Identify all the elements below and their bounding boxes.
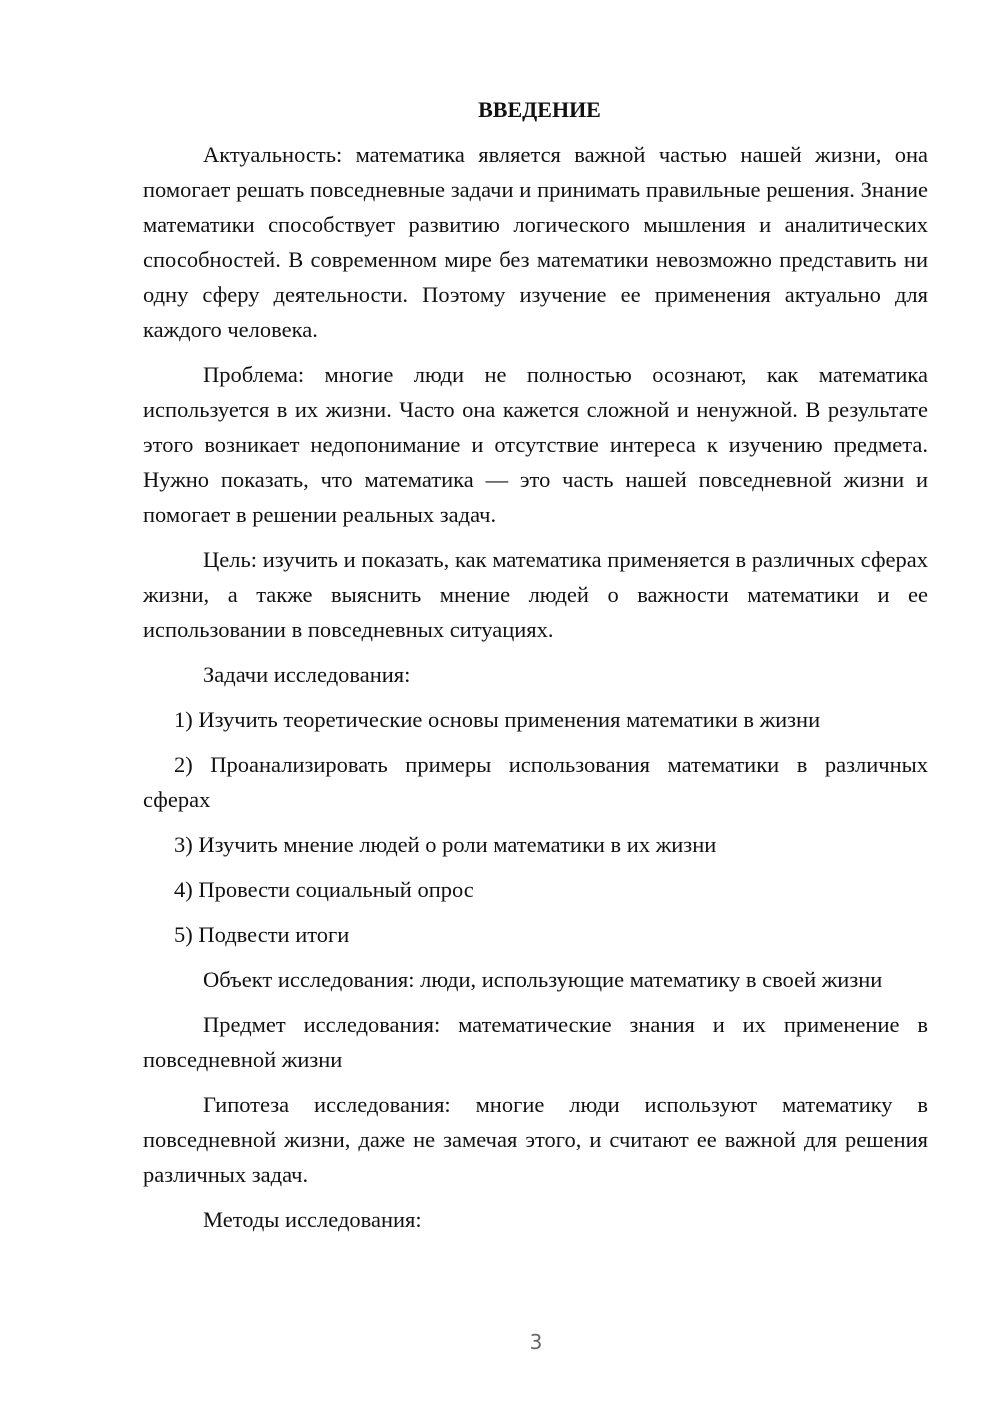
- paragraph-problem: Проблема: многие люди не полностью осознают, как математика используется в их жизни. Часто она кажется сложной и ненужной. В результате этого возникает недопонимание и отсутствие интереса к изучению предмета. Нужно показать, что математика — это часть нашей повседневной жизни и помогает в решении реальных задач.: [143, 362, 928, 527]
- task-item: 4) Провести социальный опрос: [174, 877, 474, 902]
- document-page: [143, 92, 928, 1247]
- page-number: 3: [529, 1330, 543, 1354]
- paragraph-object: Объект исследования: люди, использующие математику в своей жизни: [203, 967, 883, 992]
- paragraph-goal: Цель: изучить и показать, как математика применяется в различных сферах жизни, а также выяснить мнение людей о важности математики и ее использовании в повседневных ситуациях.: [143, 547, 928, 642]
- paragraph-subject: Предмет исследования: математические знания и их применение в повседневной жизни: [143, 1012, 928, 1072]
- task-item: 1) Изучить теоретические основы применения математики в жизни: [174, 707, 821, 732]
- methods-heading: Методы исследования:: [203, 1207, 422, 1232]
- paragraph-relevance: Актуальность: математика является важной частью нашей жизни, она помогает решать повседневные задачи и принимать правильные решения. Знание математики способствует развитию логического мышления и аналитических способностей. В современном мире без математики невозможно представить ни одну сферу деятельности. Поэтому изучение ее применения актуально для каждого человека.: [143, 142, 928, 342]
- task-item: 3) Изучить мнение людей о роли математики в их жизни: [174, 832, 717, 857]
- task-item: 2) Проанализировать примеры использования математики в различных сферах: [143, 752, 928, 812]
- tasks-heading: Задачи исследования:: [203, 662, 411, 687]
- paragraph-hypothesis: Гипотеза исследования: многие люди используют математику в повседневной жизни, даже не замечая этого, и считают ее важной для решения различных задач.: [143, 1092, 928, 1187]
- task-item: 5) Подвести итоги: [174, 922, 350, 947]
- section-title: ВВЕДЕНИЕ: [478, 97, 601, 122]
- tasks-list: [143, 702, 928, 952]
